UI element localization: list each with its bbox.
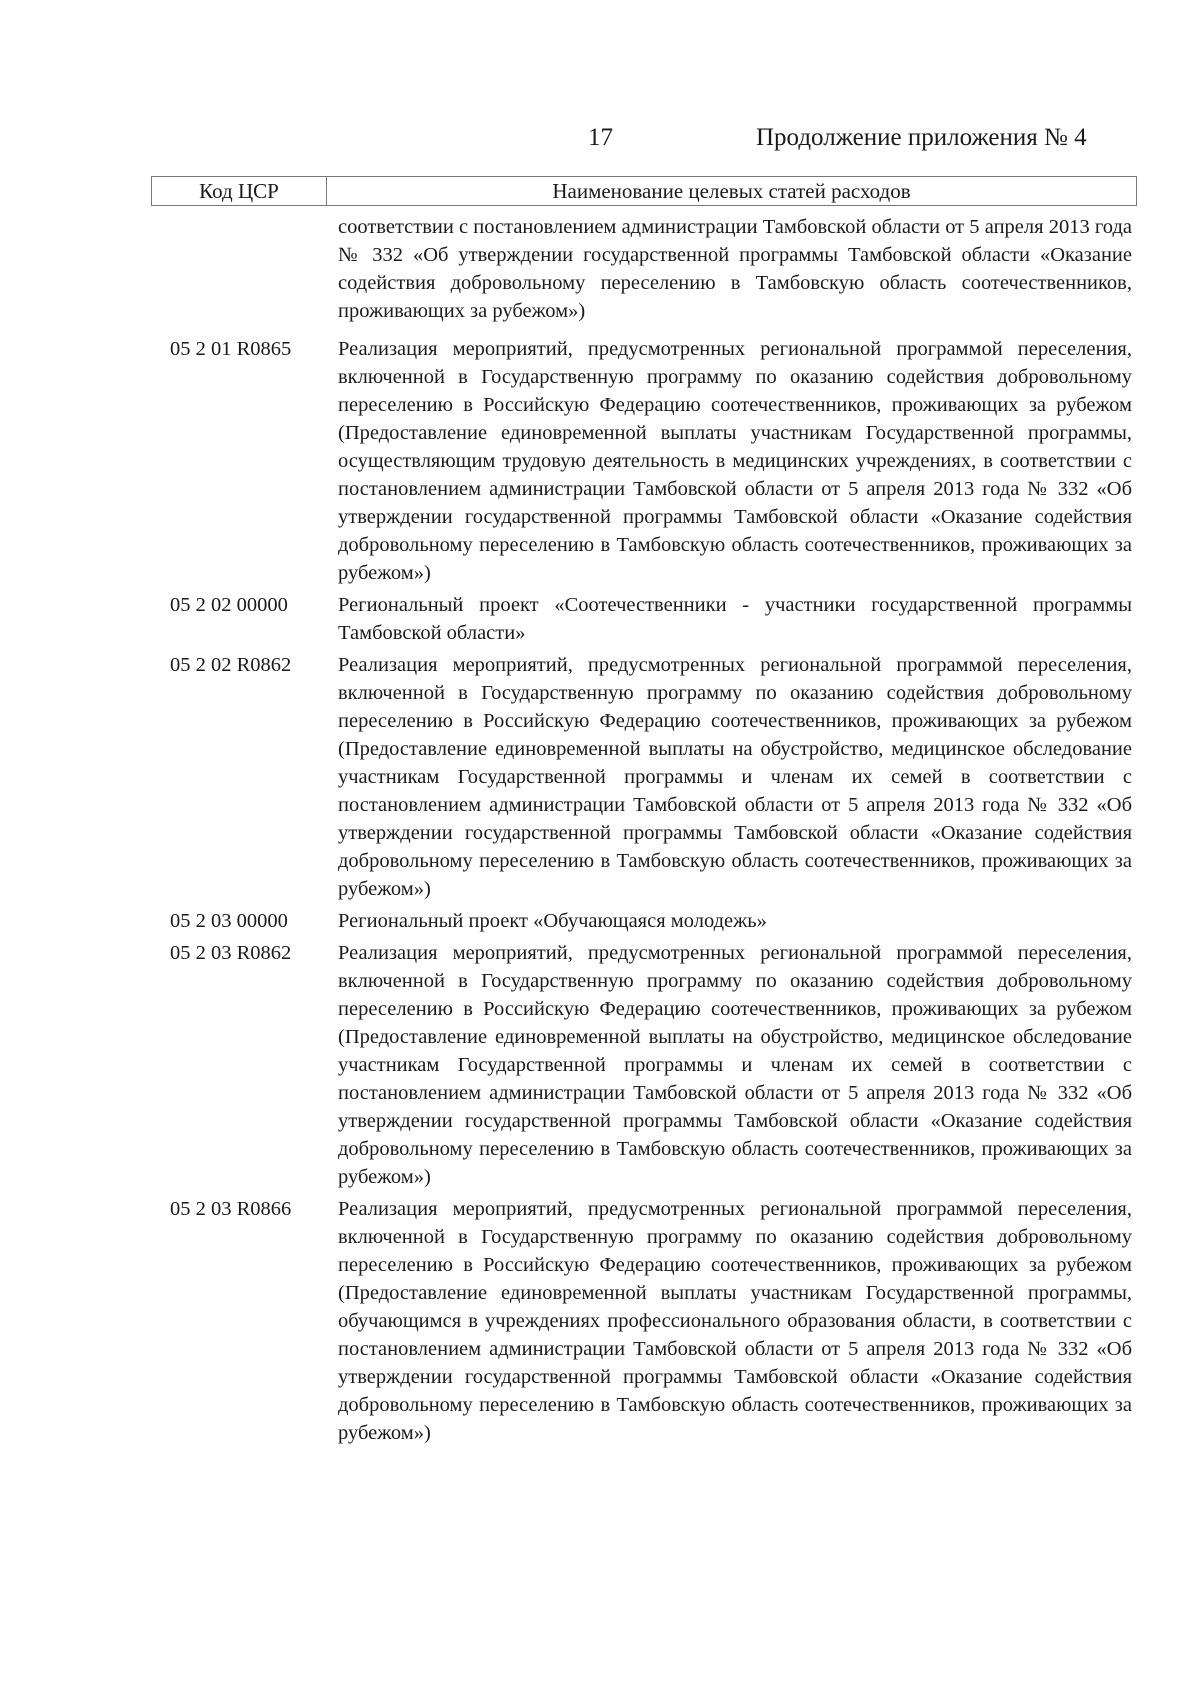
- row-description: Реализация мероприятий, предусмотренных региональной программой переселения, включенной в Государственную программу по оказанию содействия добровольному переселению в Российскую Федерацию соотечественников, проживающих за рубежом (Предоставление единовременной выплаты на обустройство, медицинское обследование участникам Государственной программы и членам их семей в соответствии с постановлением администрации Тамбовской области от 5 апреля 2013 года № 332 «Об утверждении государственной программы Тамбовской области «Оказание содействия добровольному переселению в Тамбовскую область соотечественников, проживающих за рубежом»): [338, 942, 1132, 1188]
- row-description: Реализация мероприятий, предусмотренных региональной программой переселения, включенной в Государственную программу по оказанию содействия добровольному переселению в Российскую Федерацию соотечественников, проживающих за рубежом (Предоставление единовременной выплаты на обустройство, медицинское обследование участникам Государственной программы и членам их семей в соответствии с постановлением администрации Тамбовской области от 5 апреля 2013 года № 332 «Об утверждении государственной программы Тамбовской области «Оказание содействия добровольному переселению в Тамбовскую область соотечественников, проживающих за рубежом»): [338, 654, 1132, 900]
- row-code: 05 2 03 R0866: [170, 1198, 292, 1220]
- header-name-column: Наименование целевых статей расходов: [552, 179, 911, 203]
- row-description: Региональный проект «Обучающаяся молодежь»: [338, 910, 767, 932]
- page-number: 17: [588, 124, 613, 151]
- table-row: [170, 335, 1138, 587]
- row-code: 05 2 03 R0862: [170, 942, 292, 964]
- row-description: Реализация мероприятий, предусмотренных региональной программой переселения, включенной в Государственную программу по оказанию содействия добровольному переселению в Российскую Федерацию соотечественников, проживающих за рубежом (Предоставление единовременной выплаты участникам Государственной программы, осуществляющим трудовую деятельность в медицинских учреждениях, в соответствии с постановлением администрации Тамбовской области от 5 апреля 2013 года № 332 «Об утверждении государственной программы Тамбовской области «Оказание содействия добровольному переселению в Тамбовскую область соотечественников, проживающих за рубежом»): [338, 338, 1132, 584]
- table-row: [170, 591, 1138, 647]
- table-row: [170, 939, 1138, 1191]
- row-code: 05 2 02 00000: [170, 594, 288, 616]
- table-header: [151, 176, 1137, 206]
- row-code: 05 2 03 00000: [170, 910, 288, 932]
- table-row: [170, 1195, 1138, 1447]
- row-code: 05 2 02 R0862: [170, 654, 292, 676]
- row-description: Реализация мероприятий, предусмотренных региональной программой переселения, включенной в Государственную программу по оказанию содействия добровольному переселению в Российскую Федерацию соотечественников, проживающих за рубежом (Предоставление единовременной выплаты участникам Государственной программы, обучающимся в учреждениях профессионального образования области, в соответствии с постановлением администрации Тамбовской области от 5 апреля 2013 года № 332 «Об утверждении государственной программы Тамбовской области «Оказание содействия добровольному переселению в Тамбовскую область соотечественников, проживающих за рубежом»): [338, 1198, 1132, 1444]
- header-code-column: Код ЦСР: [152, 177, 327, 205]
- table-row: [170, 651, 1138, 903]
- row-code: 05 2 01 R0865: [170, 338, 292, 360]
- appendix-caption: Продолжение приложения № 4: [756, 124, 1087, 151]
- table-row: [170, 213, 1138, 325]
- table-body: [170, 213, 1138, 1451]
- row-description: Региональный проект «Соотечественники - участники государственной программы Тамбовской области»: [338, 594, 1132, 644]
- row-description: соответствии с постановлением администрации Тамбовской области от 5 апреля 2013 года № 332 «Об утверждении государственной программы Тамбовской области «Оказание содействия добровольному переселению в Тамбовскую область соотечественников, проживающих за рубежом»): [338, 216, 1132, 322]
- table-row: [170, 907, 1138, 935]
